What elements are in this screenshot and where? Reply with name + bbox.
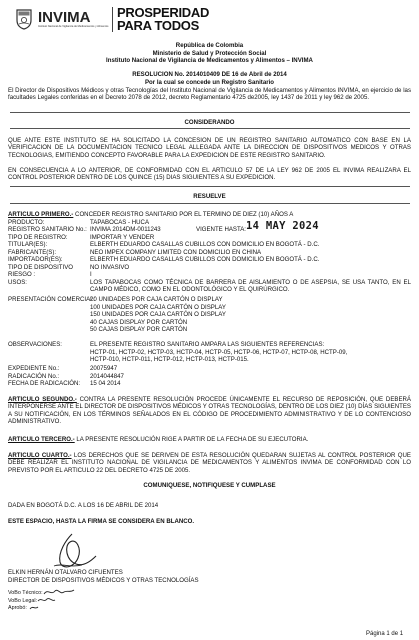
vobo-legal-label: VoBo Legal: [8,597,38,604]
divider-resuelve-bottom [10,203,410,204]
considerando-paragraph-2: EN CONSECUENCIA A LO ANTERIOR, DE CONFORMIDAD CON EL ARTICULO 57 DE LA LEY 962 DE 2005 EL INVIMA REALIZARA EL CONTROL POSTERIOR DENTRO DE LOS QUINCE (15) DIAS SIGUIENTES A SU EXPEDICION. [8,167,411,182]
considerando-paragraph-1: QUE ANTE ESTE INSTITUTO SE HA SOLICITADO LA CONCESION DE UN REGISTRO SANITARIO AUTOMATICO CON BASE EN LA VERIFICACION DE LA DOCUMENTACION TECNICO LEGAL ALLEGADA ANTE LA DIRECCION DE DISPOSITIVOS MEDICOS Y OTRAS TECNOLOGIAS, EMITIENDO CONCEPTO FAVORABLE PARA LA EXPEDICION DE ESTE REGISTRO SANITARIO. [8,137,411,159]
titular-value: ELBERTH EDUARDO CASALLAS CUBILLOS CON DOMICILIO EN BOGOTÁ - D.C. [90,241,320,248]
signer-name: ELKIN HERNÁN OTALVARO CIFUENTES [8,569,123,576]
riesgo-label: RIESGO : [8,271,36,278]
presentacion-item: 40 CAJAS DISPLAY POR CARTÓN [90,318,188,326]
registro-value: INVIMA 2014DM-0011243 [90,226,161,233]
article-third [8,436,308,443]
blank-space-notice: ESTE ESPACIO, HASTA LA FIRMA SE CONSIDERA EN BLANCO. [8,518,195,525]
radicacion-value: 2014044847 [90,372,124,380]
resuelve-heading: RESUELVE [193,193,226,200]
colombia-coat-of-arms-icon [15,8,33,30]
invima-logo-subtitle: Instituto Nacional de Vigilancia de Medicamentos y Alimentos [38,25,109,28]
signer-title: DIRECTOR DE DISPOSITIVOS MÉDICOS Y OTRAS TECNOLOGÍAS [8,576,199,584]
article-fourth-label: ARTICULO CUARTO.- [8,452,72,459]
registro-label: REGISTRO SANITARIO No.: [8,226,87,233]
tipo-dispositivo-label: TIPO DE DISPOSITIVO [8,263,74,271]
divider-mid [10,128,410,129]
riesgo-value: I [90,271,92,278]
article-third-text: LA PRESENTE RESOLUCIÓN RIGE A PARTIR DE LA FECHA DE SU EJECUTORIA. [74,436,309,443]
presentacion-item: 150 UNIDADES POR CAJA CARTÓN O DISPLAY [90,311,226,318]
aprobo-label: Aprobó: [8,605,27,611]
handwritten-signature [48,530,100,572]
vobo-tecnico-label: VoBo Técnico: [8,590,43,596]
article-first-label: ARTICULO PRIMERO.- [8,211,74,218]
fecha-radicacion-label: FECHA DE RADICACIÓN: [8,380,81,387]
tipo-dispositivo-value: NO INVASIVO [90,263,130,271]
presentacion-item: 50 CAJAS DISPLAY POR CARTÓN [90,326,188,333]
ministry-line: Ministerio de Salud y Protección Social [152,49,267,57]
divider-top [10,112,410,113]
intro-paragraph: El Director de Dispositivos Médicos y otras Tecnologías del Instituto Nacional de Vigilancia de Medicamentos y Alimentos INVIMA, en ejercicio de las facultades Legales conferidas en el Decreto 2078 de 2012, decreto Reglamentario 4725 de2005, ley 1437 de 2011 y ley 962 de 2005. [8,87,411,102]
resolution-number: RESOLUCION No. 2014010409 DE 16 de Abril de 2014 [132,71,287,78]
article-first [8,211,293,218]
radicacion-label: RADICACIÓN No.: [8,372,60,380]
usos-label: USOS: [8,278,27,286]
page-number: Página 1 de 1 [366,631,404,637]
fecha-radicacion-value: 15 04 2014 [90,380,121,387]
article-second-label: ARTICULO SEGUNDO.- [8,396,77,403]
validity-date-stamp: 14 MAY 2024 [246,220,319,232]
presentacion-item: 100 UNIDADES POR CAJA CARTÓN O DISPLAY [90,303,226,311]
observaciones-refs-1: HCTP-01, HCTP-02, HCTP-03, HCTP-04, HCTP-05, HCTP-06, HCTP-07, HCTP-08, HCTP-09, [90,348,348,356]
article-fourth [8,452,411,474]
expediente-value: 20075947 [90,365,118,372]
article-first-text: CONCEDER REGISTRO SANITARIO POR EL TERMINO DE DIEZ (10) AÑOS A [73,211,294,218]
initials-signature [28,602,62,612]
fabricante-label: FABRICANTE(S): [8,248,57,256]
article-second [8,396,411,426]
header-divider [112,7,113,32]
observaciones-label: OBSERVACIONES: [8,341,62,348]
article-fourth-text: LOS DERECHOS QUE SE DERIVEN DE ESTA RESOLUCIÓN QUEDARAN SUJETAS AL CONTROL POSTERIOR QUE DEBE REALIZAR EL INSTITUTO NACIONAL DE VIGILANCIA DE MEDICAMENTOS Y ALIMENTOS INVIMA DE CONFORMIDAD CON LO PREVISTO POR EL ARTICULO 22 DEL DECRETO 4725 DE 2005. [8,452,411,474]
comuniquese-line: COMUNIQUESE, NOTIFIQUESE Y CUMPLASE [143,482,276,489]
observaciones-intro: EL PRESENTE REGISTRO SANITARIO AMPARA LAS SIGUIENTES REFERENCIAS: [90,341,325,348]
tipo-registro-value: IMPORTAR Y VENDER [90,233,155,241]
usos-value: LOS TAPABOCAS COMO TÉCNICA DE BARRERA DE AISLAMIENTO O DE ASEPSIA, SE USA TANTO, EN EL CAMPO MÉDICO, COMO EN EL ODONTOLÓGICO Y EL QUIRÚRGICO. [90,278,411,293]
slogan-line-2: PARA TODOS [117,18,199,33]
article-third-label: ARTICULO TERCERO.- [8,436,75,443]
presentacion-label: PRESENTACIÓN COMERCIAL: [8,296,96,303]
titular-label: TITULAR(ES): [8,241,48,248]
observaciones-refs-2: HCTP-010, HCTP-011, HCTP-012, HCTP-013, HCTP-015. [90,356,249,363]
divider-resuelve-top [10,186,410,187]
importador-value: ELBERTH EDUARDO CASALLAS CUBILLOS CON DOMICILIO EN BOGOTÁ - D.C. [90,256,320,263]
considerando-heading: CONSIDERANDO [184,119,235,126]
vigente-label: VIGENTE HASTA: [196,226,246,233]
importador-label: IMPORTADOR(ES): [8,256,63,263]
invima-logo: INVIMA [38,9,91,26]
concession-line: Por la cual se concede un Registro Sanitario [144,78,275,86]
republic-line: República de Colombia [175,42,244,49]
producto-label: PRODUCTO: [8,218,45,226]
fabricante-value: NEO IMPEX COMPANY LIMITED CON DOMICILIO EN CHINA [90,248,262,256]
presentacion-item: 20 UNIDADES POR CAJA CARTÓN O DISPLAY [90,296,223,303]
slogan-line-1: PROSPERIDAD [117,5,210,20]
expediente-label: EXPEDIENTE No.: [8,365,60,372]
producto-value: TAPABOCAS - HUCA [90,218,150,226]
institute-line: Instituto Nacional de Vigilancia de Medicamentos y Alimentos – INVIMA [106,57,313,64]
article-second-text: CONTRA LA PRESENTE RESOLUCIÓN PROCEDE ÚNICAMENTE EL RECURSO DE REPOSICIÓN, QUE DEBERÁ INTERPONERSE ANTE EL DIRECTOR DE DISPOSITIVOS MÉDICOS Y OTRAS TECNOLOGÍAS, DENTRO DE LOS DIEZ (10) DÍAS SIGUIENTES A SU NOTIFICACIÓN, EN LOS TÉRMINOS SEÑALADOS EN EL CÓDIGO DE PROCEDIMIENTO ADMINISTRATIVO Y DE LO CONTENCIOSO ADMINISTRATIVO. [8,396,411,426]
tipo-registro-label: TIPO DE REGISTRO: [8,233,68,241]
dada-line: DADA EN BOGOTÁ D.C. A LOS 16 DE ABRIL DE 2014 [8,502,159,509]
